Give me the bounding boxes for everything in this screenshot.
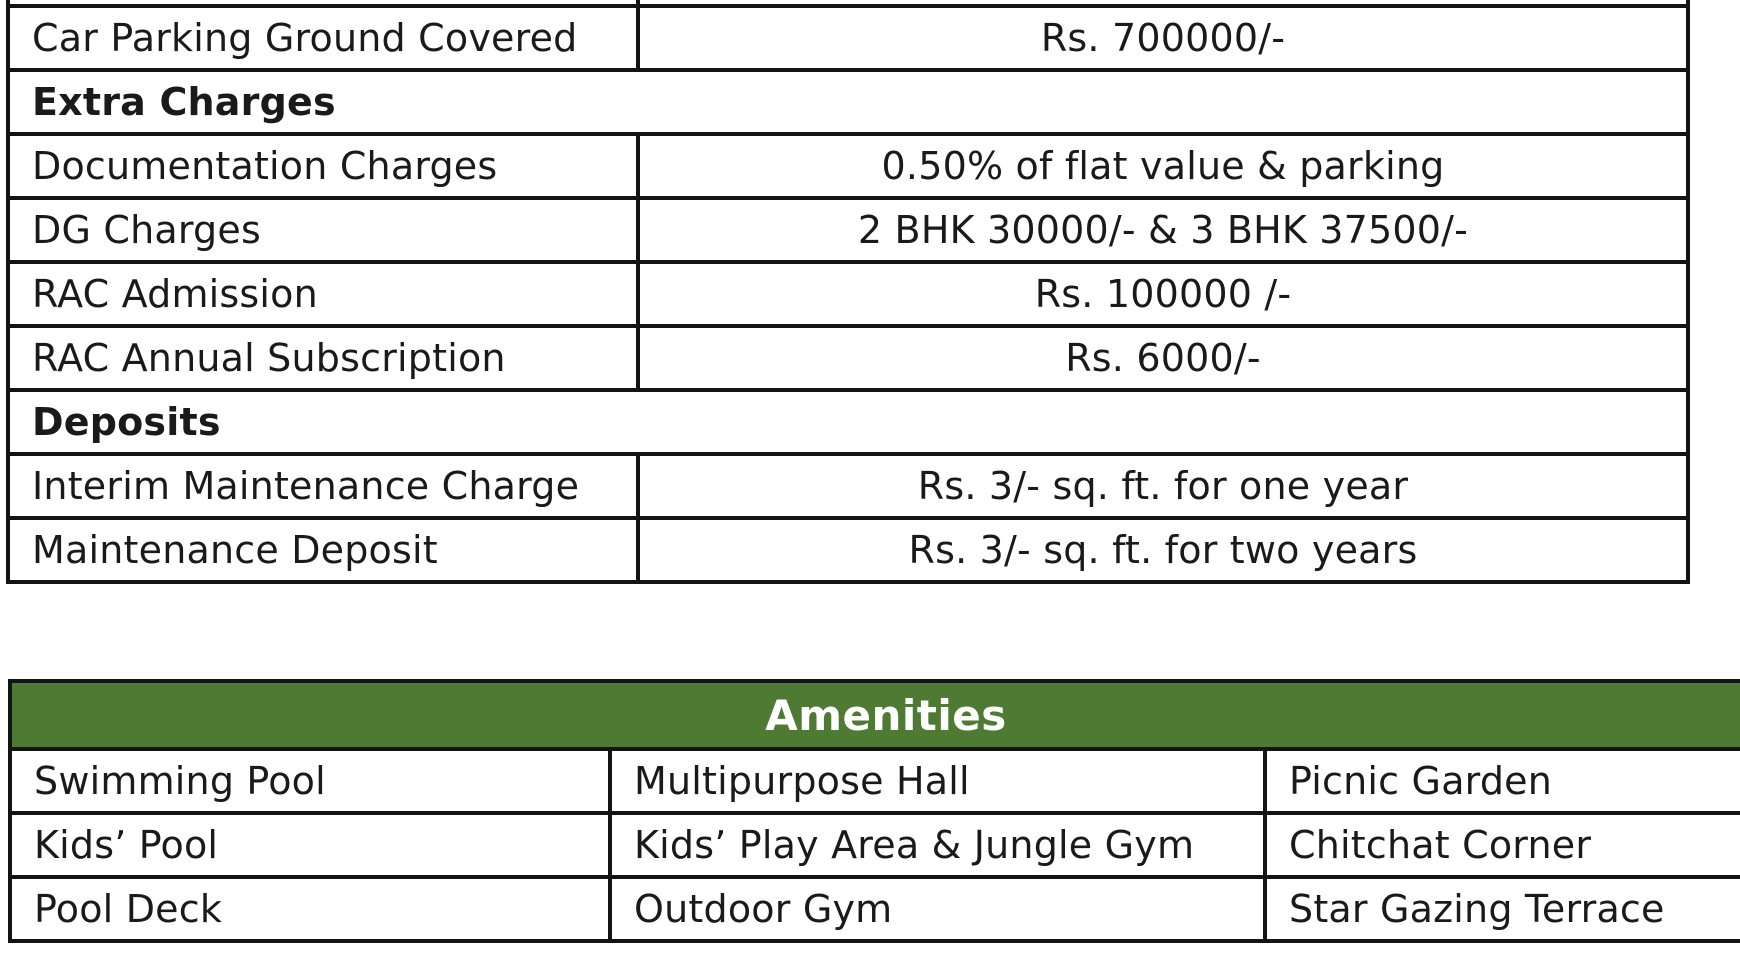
amenity-cell: Chitchat Corner [1265,813,1740,877]
row-label: RAC Annual Subscription [8,326,638,390]
amenity-cell: Swimming Pool [10,749,610,813]
row-value: Rs. 700000/- [638,6,1688,70]
row-value: 2 BHK 30000/- & 3 BHK 37500/- [638,198,1688,262]
amenity-cell: Star Gazing Terrace [1265,877,1740,941]
deposits-heading: Deposits [8,390,1688,454]
row-value: Rs. 3/- sq. ft. for one year [638,454,1688,518]
table-row [8,198,1688,262]
row-value: Rs. 100000 /- [638,262,1688,326]
amenity-cell: Multipurpose Hall [610,749,1265,813]
table-row [8,262,1688,326]
row-value: Rs. 3/- sq. ft. for two years [638,518,1688,582]
row-value: Rs. 6000/- [638,326,1688,390]
table-row [8,326,1688,390]
amenity-cell: Kids’ Play Area & Jungle Gym [610,813,1265,877]
charges-table [6,0,1690,584]
amenity-cell: Kids’ Pool [10,813,610,877]
row-value: 0.50% of flat value & parking [638,134,1688,198]
row-label: RAC Admission [8,262,638,326]
amenities-header-row [10,681,1740,749]
table-row [8,454,1688,518]
table-row [10,749,1740,813]
table-row [10,813,1740,877]
amenities-heading: Amenities [10,681,1740,749]
table-row [8,134,1688,198]
table-row [8,6,1688,70]
amenities-table [8,679,1740,943]
table-row [10,877,1740,941]
table-row [8,518,1688,582]
amenity-cell: Pool Deck [10,877,610,941]
row-label: Interim Maintenance Charge [8,454,638,518]
section-heading-row [8,70,1688,134]
row-label: Maintenance Deposit [8,518,638,582]
extra-charges-heading: Extra Charges [8,70,1688,134]
section-heading-row [8,390,1688,454]
amenity-cell: Outdoor Gym [610,877,1265,941]
row-label: DG Charges [8,198,638,262]
amenity-cell: Picnic Garden [1265,749,1740,813]
row-label: Documentation Charges [8,134,638,198]
row-label: Car Parking Ground Covered [8,6,638,70]
